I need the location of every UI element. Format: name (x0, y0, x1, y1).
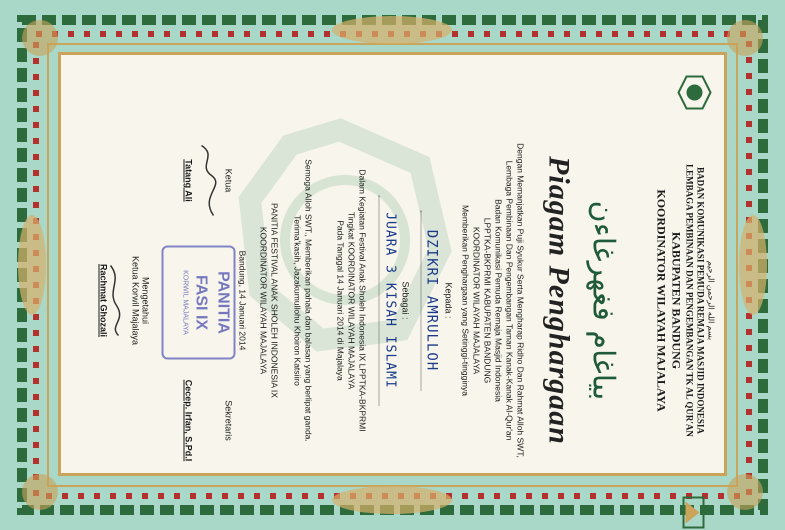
signing-date: Bandung, 14 Januari 2014 (237, 250, 248, 351)
signature-bottom (99, 236, 151, 366)
left-signer-name: Tatang Ali (183, 159, 194, 202)
closing-line-1: Semoga Alloh SWT., Memberikan pahala dan balasan yang berlipat ganda. (303, 159, 314, 442)
bismillah: بسم الله الرحمن الرحيم (706, 260, 716, 341)
committee (258, 116, 280, 486)
intro-line-4: LPPTKA-BKPRMI KABUPATEN BANDUNG (482, 217, 493, 384)
left-signer-role: Ketua (223, 168, 234, 193)
right-signer-name: Cecep. Irfan, S.Pd.I (183, 379, 194, 462)
event-text (335, 116, 368, 486)
intro-line-2: Lembaga Pembinaan Dan Pengembangan Taman Kanak-Kanak Al-Qur'an (504, 160, 515, 441)
certificate-content-rotated (1, 36, 785, 530)
achievement-underline (379, 196, 380, 406)
arabic-title: بياغام فغهرغاءن (585, 200, 621, 401)
certificate-content (71, 116, 716, 486)
right-signer-role: Sekretaris (223, 400, 234, 441)
bottom-signer-role: Ketua Korwil Majalaya (130, 255, 141, 346)
left-signature-scribble (196, 141, 220, 221)
org-line-1: BADAN KOMUNIKASI PEMUDA REMAJA MASJID INDONESIA (695, 167, 706, 434)
org-line-2: LEMBAGA PEMBINAAN DAN PENGEMBANGAN TK AL QUR'AN (684, 164, 695, 437)
stamp-second: FASI IX (192, 274, 210, 331)
signature-right (184, 356, 234, 486)
stamp-main: PANITIA (214, 271, 232, 334)
stamp-sub: KORWIL MAJALAYA (181, 270, 189, 335)
intro-line-1: Dengan Memanjatkan Puji Syukur Serta Mengharap Ridho Dan Rahmat Alloh SWT, (515, 143, 526, 458)
intro-line-5: KOORDINATOR WILAYAH MAJALAYA (471, 226, 482, 375)
certificate-title: Piagam Penghargaan (542, 156, 576, 445)
closing-text (292, 116, 314, 486)
org-line-3: KABUPATEN BANDUNG (669, 231, 684, 370)
achievement-label: Sebagai : (400, 281, 411, 320)
closing-line-2: Terima'kasih, Jazakumullohu Khoiron Katsiiro (292, 215, 303, 386)
bkprmi-logo-icon (678, 76, 712, 110)
achievement-value: JUARA 3 KISAH ISLAMI (382, 212, 398, 389)
intro-line-3: Badan Komunikasi Pemuda Remaja Masjid Indonesia (493, 199, 504, 402)
lpptka-logo-icon (678, 496, 712, 530)
bottom-signer-name: Rachmat Ghozali (98, 263, 109, 337)
event-line-3: Pada Tanggal 14 Januari 2014 di Majalaya (335, 220, 346, 381)
intro-text (460, 116, 526, 486)
committee-line-1: PANITIA FESTIVAL ANAK SHOLEH INDONESIA IX (269, 203, 280, 398)
signature-left (184, 116, 234, 246)
recipient-label: Kepada : (443, 282, 454, 319)
recipient-underline (421, 211, 422, 391)
bottom-signature-scribble (103, 261, 127, 341)
intro-line-6: Memberikan Penghargaan yang Setinggi-tingginya (460, 205, 471, 396)
header (626, 116, 716, 486)
bottom-label: Mengetahui (140, 276, 151, 325)
committee-line-2: KOORDINATOR WILAYAH MAJALAYA (258, 226, 269, 375)
org-line-4: KOORDINATOR WILAYAH MAJALAYA (654, 189, 669, 412)
event-line-1: Dalam Kegiatan Festival Anak Sholeh Indonesia IX LPPTKA-BKPRMI (357, 169, 368, 432)
event-line-2: Tingkat KOORDINATOR WILAYAH MAJALAYA (346, 211, 357, 390)
recipient-name: DZIKRI AMRULLOH (423, 229, 440, 372)
committee-stamp (162, 246, 236, 360)
